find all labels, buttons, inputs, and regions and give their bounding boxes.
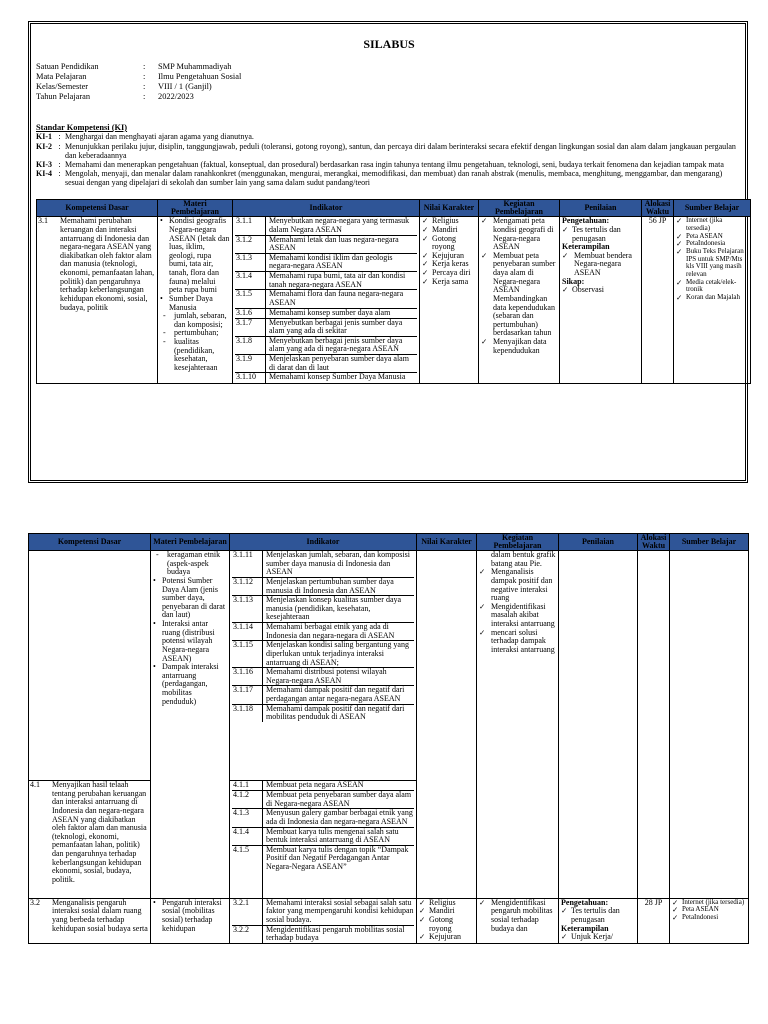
penilaian-sikap-label: Sikap: [562, 276, 585, 286]
kd-cell [37, 217, 158, 384]
indicator-item [235, 236, 417, 254]
indicator-number: 3.1.16 [232, 668, 263, 685]
meta-value: Ilmu Pengetahuan Sosial [158, 72, 242, 82]
ki-text: Menghargai dan menghayati ajaran agama yang dianutnya. [65, 132, 254, 142]
meta-value: 2022/2023 [158, 92, 194, 102]
penilaian-item: ✓ Tes tertulis dan penugasan [562, 226, 639, 243]
indicator-number: 4.1.5 [232, 846, 263, 898]
indicator-text: Membuat peta negara ASEAN [266, 780, 364, 789]
meta-row [36, 62, 742, 72]
ki-text: Mengolah, menyaji, dan menalar dalam ranahkonkret (menggunakan, mengurai, merangkai, memodifikasi, dan membuat) dan ranah abstrak (menulis, membaca, menghitung, menggambar, dan mengarang) sesuai dengan yang dipelajari di sekolah dan sumber lain yang sama dalam sudut pandang/teori [65, 169, 723, 187]
indicator-item [232, 578, 414, 596]
indicator-text: Menyusun galery gambar berbagai etnik yang ada di Indonesia dan negara-negara ASEAN [266, 808, 413, 826]
nilai-item: ✓ Mandiri [422, 226, 476, 235]
header-kd: Kompetensi Dasar [37, 200, 158, 217]
kegiatan-item: ✓ Mengamati peta kondisi geografi di Negara-negara ASEAN [481, 217, 557, 252]
sumber-item: ✓ PetaIndonesia [676, 240, 748, 248]
kegiatan-cell [479, 217, 560, 384]
indicator-number: 3.1.6 [235, 309, 266, 318]
alokasi-cell-empty [638, 551, 670, 899]
indicator-number: 3.1.17 [232, 686, 263, 703]
indicator-number: 3.1.5 [235, 290, 266, 307]
indicator-number: 3.2.2 [232, 926, 263, 943]
indicator-text: Memahami kondisi iklim dan geologis negara-negara ASEAN [269, 252, 393, 271]
table-header-row [29, 534, 749, 551]
indicator-number: 4.1.2 [232, 791, 263, 808]
penilaian-pengetahuan-label: Pengetahuan: [562, 216, 610, 226]
indicator-text: Memahami letak dan luas negara-negara ASEAN [269, 234, 399, 253]
penilaian-cell-empty [559, 551, 638, 899]
indikator-cell [230, 898, 417, 943]
nilai-item: ✓ Religius [419, 899, 474, 908]
penilaian-item: ✓ Tes tertulis dan penugasan [561, 907, 635, 924]
indicator-text: Memahami dampak positif dan negatif dari mobilitas penduduk di ASEAN [266, 703, 405, 722]
header-kd: Kompetensi Dasar [29, 534, 151, 551]
penilaian-keterampilan-label: Keterampilan [561, 923, 609, 933]
nilai-cell [417, 898, 477, 943]
nilai-item: ✓ Percaya diri [422, 269, 476, 278]
header-penilaian: Penilaian [559, 534, 638, 551]
kegiatan-item: ✓ Menyajikan data kependudukan [481, 338, 557, 355]
nilai-item: ✓ Gotong royong [419, 916, 474, 933]
indicator-item [235, 373, 417, 383]
indicator-number: 3.1.2 [235, 236, 266, 253]
indicator-number: 3.1.14 [232, 623, 263, 640]
materi-cell [151, 898, 230, 943]
kegiatan-item: ✓ Membuat peta penyebaran sumber daya alam di Negara-negara ASEAN Membandingkan data kependudukan (sebaran dan pertumbuhan) berdasarkan tahun [481, 252, 557, 338]
materi-bullet: • Potensi Sumber Daya Alam (jenis sumber daya, penyebaran di darat dan laut) [153, 577, 227, 620]
indicator-item [232, 791, 414, 809]
indicator-text: Memahami konsep Sumber Daya Manusia [269, 372, 406, 382]
indicator-number: 3.1.10 [235, 373, 266, 383]
table-header-row [37, 200, 751, 217]
header-indikator: Indikator [230, 534, 417, 551]
sumber-item: ✓ PetaIndonesi [672, 914, 746, 922]
penilaian-item: ✓ Observasi [562, 286, 639, 295]
nilai-item: ✓ Religius [422, 217, 476, 226]
kegiatan-item: ✓ Mengidentifikasi pengaruh mobilitas sosial terhadap budaya dan [479, 899, 556, 934]
indicator-item [232, 705, 414, 722]
indicator-text: Membuat peta penyebaran sumber daya alam di Negara-negara ASEAN [266, 790, 412, 808]
meta-colon: : [143, 82, 146, 92]
indikator-cell [230, 781, 417, 899]
ki-colon: : [58, 159, 61, 169]
nilai-cell-empty [417, 551, 477, 899]
header-alokasi: Alokasi Waktu [642, 200, 674, 217]
indicator-number: 4.1.3 [232, 809, 263, 826]
syllabus-table [36, 199, 751, 384]
ki-code: KI-3 [36, 159, 52, 169]
indicator-number: 3.1.11 [232, 551, 263, 577]
indicator-number: 4.1.1 [232, 781, 263, 790]
indicator-item [232, 551, 414, 578]
header-sumber: Sumber Belajar [670, 534, 749, 551]
indicator-number: 3.1.1 [235, 217, 266, 234]
header-alokasi: Alokasi Waktu [638, 534, 670, 551]
ki-row [36, 143, 742, 161]
header-kegiatan: Kegiatan Pembelajaran [479, 200, 560, 217]
ki-table [36, 133, 742, 188]
ki-colon: : [58, 132, 61, 142]
materi-dash: - keragaman etnik (aspek-aspek budaya [153, 551, 227, 577]
syllabus-page-1 [28, 21, 748, 483]
indicator-item [232, 828, 414, 846]
meta-key: Kelas/Semester [36, 82, 89, 92]
indicator-number: 3.1.8 [235, 337, 266, 354]
ki-colon: : [58, 169, 61, 179]
indicator-number: 3.1.18 [232, 705, 263, 722]
indicator-item [232, 596, 414, 623]
indicator-item [235, 319, 417, 337]
indicator-text: Membuat karya tulis mengenai salah satu bentuk interaksi antarruang di ASEAN [266, 826, 399, 845]
kegiatan-item: ✓ Mengidentifikasi masalah akibat interaksi antarruang [479, 603, 556, 629]
materi-cell [158, 217, 233, 384]
kegiatan-item: ✓ Menganalisis dampak positif dan negative interaksi ruang [479, 568, 556, 603]
indicator-number: 3.1.9 [235, 355, 266, 372]
kd-cell-empty [29, 551, 151, 781]
indicator-item [235, 355, 417, 373]
table-row [37, 217, 751, 384]
ki-text: Memahami dan menerapkan pengetahuan (faktual, konseptual, dan prosedural) berdasarkan rasa ingin tahunya tentang ilmu pengetahuan, teknologi, seni, budaya terkait fenomena dan kejadian tampak mata [65, 159, 724, 169]
materi-bullet: • Dampak interaksi antarruang (perdagangan, mobilitas penduduk) [153, 663, 227, 706]
sumber-item: ✓ Media cetak/elek-tronik [676, 279, 748, 294]
alokasi-cell: 56 JP [642, 217, 674, 384]
meta-key: Satuan Pendidikan [36, 62, 99, 72]
indicator-number: 3.1.13 [232, 596, 263, 622]
penilaian-pengetahuan-label: Pengetahuan: [561, 897, 609, 907]
indicator-item [235, 254, 417, 272]
meta-row [36, 92, 742, 102]
alokasi-cell: 28 JP [638, 898, 670, 943]
kd-cell [29, 898, 151, 943]
ki-code: KI-2 [36, 141, 52, 151]
materi-bullet: • Kondisi geografis Negara-negara ASEAN (letak dan luas, iklim, geologi, rupa bumi, tata air, tanah, flora dan fauna) melalui peta rupa bumi [160, 217, 230, 295]
materi-dash: - kualitas (pendidikan, kesehatan, kesejahteraan [160, 338, 230, 373]
indicator-item [232, 899, 414, 926]
indicator-item [232, 686, 414, 704]
indicator-item [232, 809, 414, 827]
indicator-text: Menyebutkan berbagai jenis sumber daya alam yang ada di sekitar [269, 317, 403, 336]
syllabus-page-2 [28, 533, 748, 944]
indicator-text: Memahami interaksi sosial sebagai salah satu faktor yang mempengaruhi kondisi kehidupan sosial budaya. [266, 897, 414, 924]
table-row [29, 898, 749, 943]
ki-heading: Standar Kompetensi (KI) [36, 123, 128, 133]
indicator-text: Mengidentifikasi pengaruh mobilitas sosial terhadap budaya [266, 924, 405, 943]
indikator-cell [233, 217, 420, 384]
ki-code: KI-1 [36, 132, 52, 142]
meta-colon: : [143, 92, 146, 102]
header-penilaian: Penilaian [560, 200, 642, 217]
ki-code: KI-4 [36, 169, 52, 179]
materi-bullet: • Interaksi antar ruang (distribusi potensi wilayah Negara-negara ASEAN) [153, 620, 227, 663]
indicator-text: Menjelaskan penyebaran sumber daya alam di darat dan di laut [269, 354, 409, 372]
meta-value: VIII / 1 (Ganjil) [158, 82, 212, 92]
indicator-item [232, 926, 414, 943]
indicator-number: 3.1.7 [235, 319, 266, 336]
kegiatan-continued: dalam bentuk grafik batang atau Pie. [491, 550, 556, 568]
indicator-item [232, 641, 414, 668]
meta-colon: : [143, 62, 146, 72]
identity-table [36, 62, 742, 102]
meta-colon: : [143, 72, 146, 82]
header-materi: Materi Pembelajaran [158, 200, 233, 217]
indicator-text: Memahami rupa bumi, tata air dan kondisi tanah negara-negara ASEAN [269, 271, 406, 289]
sumber-cell-empty [670, 551, 749, 899]
sumber-item: ✓ Buku Teks Pelajaran IPS untuk SMP/Mts kls VIII yang masih relevan [676, 248, 748, 279]
kd-number: 3.2 [30, 897, 40, 907]
sumber-item: ✓ Peta ASEAN [676, 233, 748, 241]
sumber-cell [674, 217, 751, 384]
indicator-text: Membuat karya tulis dengan topik “Dampak Positif dan Negatif Perdagangan Antar Negara-Negara ASEAN” [266, 844, 409, 871]
meta-key: Tahun Pelajaran [36, 92, 91, 102]
header-kegiatan: Kegiatan Pembelajaran [477, 534, 559, 551]
nilai-item: ✓ Kejujuran [419, 933, 474, 942]
kd-cell [29, 781, 151, 899]
materi-cell [151, 551, 230, 899]
indicator-item [232, 623, 414, 641]
nilai-item: ✓ Mandiri [419, 907, 474, 916]
kegiatan-cell [477, 551, 559, 899]
indicator-number: 3.1.4 [235, 272, 266, 289]
indicator-number: 3.1.12 [232, 578, 263, 595]
indicator-text: Memahami flora dan fauna negara-negara ASEAN [269, 289, 404, 307]
nilai-item: ✓ Gotong royong [422, 235, 476, 252]
kd-text: Menyajikan hasil telaah tentang perubahan keruangan dan interaksi antarruang di Indonesia dan negara-negara ASEAN yang diakibatkan oleh faktor alam dan manusia (teknologi, ekonomi, pemanfaatan lahan, politik) dan pengaruhnya terhadap keberlangsungan kehidupan ekonomi, sosial, budaya, politik. [52, 780, 147, 884]
nilai-item: ✓ Kejujuran [422, 252, 476, 261]
sumber-item: ✓ Internet (jika tersedia) [676, 217, 748, 232]
meta-key: Mata Pelajaran [36, 72, 87, 82]
indicator-text: Memahami konsep sumber daya alam [269, 307, 391, 317]
nilai-item: ✓ Kerja keras [422, 260, 476, 269]
indicator-number: 3.1.3 [235, 254, 266, 271]
ki-colon: : [58, 141, 61, 151]
nilai-cell [420, 217, 479, 384]
header-materi: Materi Pembelajaran [151, 534, 230, 551]
sumber-cell [670, 898, 749, 943]
ki-row [36, 170, 742, 188]
indicator-item [235, 309, 417, 319]
indicator-item [235, 272, 417, 290]
sumber-item: ✓ Peta ASEAN [672, 906, 746, 914]
kd-number: 3.1 [38, 216, 48, 226]
indicator-text: Memahami dampak positif dan negatif dari perdagangan antar negara-negara ASEAN [266, 685, 405, 703]
header-sumber: Sumber Belajar [674, 200, 751, 217]
sumber-item: ✓ Koran dan Majalah [676, 294, 748, 302]
indicator-item [235, 337, 417, 355]
indicator-text: Menjelaskan pertumbuhan sumber daya manusia di Indonesia dan ASEAN [266, 576, 394, 595]
indikator-cell [230, 551, 417, 781]
penilaian-cell [559, 898, 638, 943]
indicator-text: Menjelaskan jumlah, sebaran, dan komposisi sumber daya manusia di Indonesia dan ASEAN [266, 550, 410, 577]
kegiatan-item: ✓ mencari solusi terhadap dampak interaksi antarruang [479, 629, 556, 655]
indicator-text: Memahami distribusi potensi wilayah Negara-negara ASEAN [266, 667, 387, 685]
meta-row [36, 72, 742, 82]
penilaian-cell [560, 217, 642, 384]
header-nilai: Nilai Karakter [420, 200, 479, 217]
indicator-text: Menyebutkan berbagai jenis sumber daya alam yang ada di negara-negara ASEAN [269, 335, 403, 354]
indicator-text: Memahami berbagai etnik yang ada di Indonesia dan negara-negara di ASEAN [266, 622, 395, 640]
indicator-item [235, 217, 417, 235]
materi-dash: - jumlah, sebaran, dan komposisi; [160, 312, 230, 329]
indicator-number: 3.2.1 [232, 899, 263, 925]
kegiatan-cell [477, 898, 559, 943]
kd-text: Menganalisis pengaruh interaksi sosial dalam ruang yang berbeda terhadap kehidupan sosial budaya serta [52, 897, 148, 933]
penilaian-item: ✓ Unjuk Kerja/ [561, 933, 635, 942]
header-indikator: Indikator [233, 200, 420, 217]
indicator-item [232, 846, 414, 898]
table-row [29, 551, 749, 781]
sumber-item: ✓ Internet (jika tersedia) [672, 899, 746, 907]
materi-bullet: • Sumber Daya Manusia [160, 295, 230, 312]
indicator-item [232, 668, 414, 686]
meta-value: SMP Muhammadiyah [158, 62, 232, 72]
materi-dash: - pertumbuhan; [160, 329, 230, 338]
indicator-item [235, 290, 417, 308]
indicator-text: Menjelaskan konsep kualitas sumber daya manusia (pendidikan, kesehatan, kesejahteraan [266, 595, 402, 622]
ki-text: Menunjukkan perilaku jujur, disiplin, tanggungjawab, peduli (toleransi, gotong royong), santun, dan percaya diri dalam berinteraksi secara efektif dengan lingkungan sosial dan alam dalam jangkauan pergaulan dan keberadaannya [65, 141, 736, 160]
indicator-text: Menjelaskan kondisi saling bergantung yang diperlukan untuk terjadinya interaksi antarruang di ASEAN; [266, 640, 409, 667]
nilai-item: ✓ Kerja sama [422, 278, 476, 287]
kd-text: Memahami perubahan keruangan dan interaksi antarruang di Indonesia dan negara-negara ASEAN yang diakibatkan oleh faktor alam dan manusia (teknologi, ekonomi, pemanfaatan lahan, politik) dan pengaruhnya terhadap keberlangsungan kehidupan ekonomi, sosial, budaya, politik [60, 216, 155, 312]
materi-bullet: • Pengaruh interaksi sosial (mobilitas sosial) terhadap kehidupan [153, 899, 227, 934]
indicator-number: 4.1.4 [232, 828, 263, 845]
indicator-number: 3.1.15 [232, 641, 263, 667]
meta-row [36, 82, 742, 92]
syllabus-table-continued [28, 533, 749, 944]
kd-number: 4.1 [30, 780, 40, 789]
penilaian-keterampilan-label: Keterampilan [562, 242, 610, 252]
indicator-text: Menyebutkan negara-negara yang termasuk dalam Negara ASEAN [269, 216, 410, 234]
document-title: SILABUS [363, 37, 415, 51]
header-nilai: Nilai Karakter [417, 534, 477, 551]
penilaian-item: ✓ Membuat bendera Negara-negara ASEAN [562, 252, 639, 278]
